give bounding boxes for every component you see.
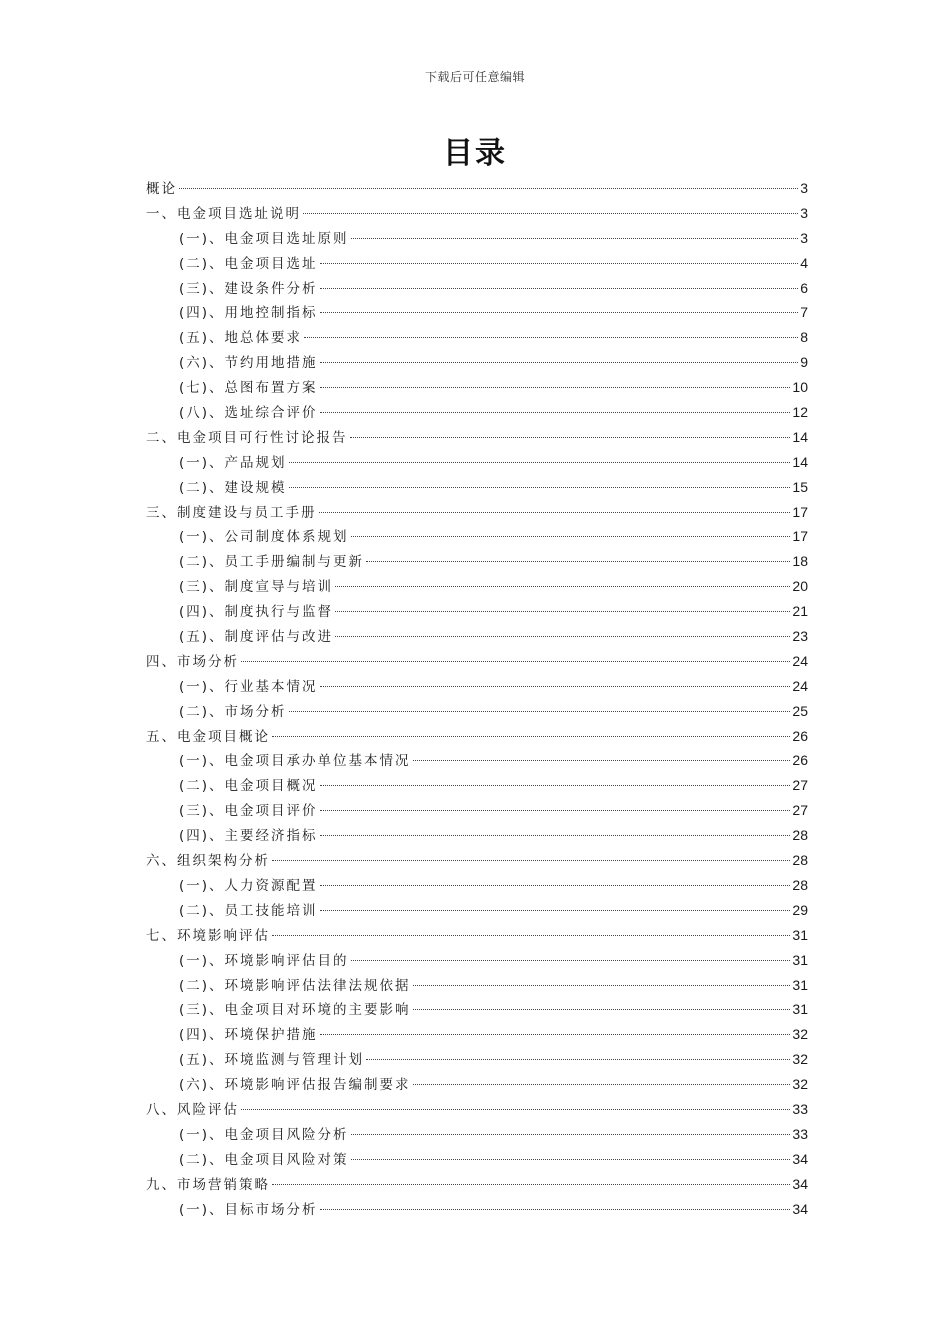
toc-entry-text: (一)、行业基本情况 bbox=[179, 678, 318, 695]
toc-page-number: 31 bbox=[792, 1001, 808, 1018]
toc-page-number: 21 bbox=[792, 603, 808, 620]
toc-page-number: 17 bbox=[792, 528, 808, 545]
toc-dot-leader bbox=[366, 561, 790, 562]
toc-entry-text: (二)、电金项目选址 bbox=[179, 255, 318, 272]
toc-dot-leader bbox=[413, 760, 791, 761]
toc-page-number: 32 bbox=[792, 1026, 808, 1043]
toc-entry-text: (四)、制度执行与监督 bbox=[179, 604, 334, 621]
toc-page-number: 10 bbox=[792, 379, 808, 396]
toc-entry-text: (一)、产品规划 bbox=[179, 454, 287, 471]
toc-section-entry[interactable] bbox=[146, 524, 808, 549]
toc-dot-leader bbox=[320, 1034, 791, 1035]
toc-section-entry[interactable] bbox=[146, 400, 808, 425]
toc-page-number: 4 bbox=[800, 254, 808, 271]
toc-dot-leader bbox=[320, 686, 791, 687]
toc-section-entry[interactable] bbox=[146, 450, 808, 475]
toc-entry-text: (二)、市场分析 bbox=[179, 703, 287, 720]
toc-dot-leader bbox=[241, 1109, 790, 1110]
toc-dot-leader bbox=[320, 412, 791, 413]
toc-page-number: 28 bbox=[792, 827, 808, 844]
toc-dot-leader bbox=[289, 711, 791, 712]
toc-page-number: 26 bbox=[792, 727, 808, 744]
toc-section-entry[interactable] bbox=[146, 624, 808, 649]
toc-dot-leader bbox=[319, 512, 791, 513]
toc-section-entry[interactable] bbox=[146, 226, 808, 251]
toc-entry-text: (四)、环境保护措施 bbox=[179, 1027, 318, 1044]
toc-page-number: 3 bbox=[800, 204, 808, 221]
toc-chapter-entry[interactable] bbox=[146, 923, 808, 948]
toc-section-entry[interactable] bbox=[146, 898, 808, 923]
toc-page-number: 14 bbox=[792, 453, 808, 470]
toc-dot-leader bbox=[320, 362, 799, 363]
toc-entry-text: (二)、环境影响评估法律法规依据 bbox=[179, 977, 411, 994]
toc-page-number: 34 bbox=[792, 1175, 808, 1192]
toc-dot-leader bbox=[320, 785, 791, 786]
toc-page-number: 7 bbox=[800, 304, 808, 321]
toc-dot-leader bbox=[320, 885, 791, 886]
toc-section-entry[interactable] bbox=[146, 375, 808, 400]
toc-dot-leader bbox=[351, 536, 791, 537]
toc-page-number: 32 bbox=[792, 1051, 808, 1068]
toc-page-number: 28 bbox=[792, 876, 808, 893]
toc-page-number: 15 bbox=[792, 478, 808, 495]
toc-dot-leader bbox=[351, 1134, 791, 1135]
toc-section-entry[interactable] bbox=[146, 973, 808, 998]
toc-section-entry[interactable] bbox=[146, 251, 808, 276]
toc-page-number: 24 bbox=[792, 677, 808, 694]
toc-section-entry[interactable] bbox=[146, 1072, 808, 1097]
toc-entry-text: 五、电金项目概论 bbox=[146, 728, 270, 745]
toc-section-entry[interactable] bbox=[146, 1047, 808, 1072]
toc-entry-text: (二)、建设规模 bbox=[179, 479, 287, 496]
toc-section-entry[interactable] bbox=[146, 276, 808, 301]
toc-page-number: 27 bbox=[792, 802, 808, 819]
toc-entry-text: 六、组织架构分析 bbox=[146, 853, 270, 870]
toc-page-number: 14 bbox=[792, 428, 808, 445]
toc-dot-leader bbox=[320, 312, 799, 313]
toc-entry-text: 一、电金项目选址说明 bbox=[146, 205, 301, 222]
toc-section-entry[interactable] bbox=[146, 1022, 808, 1047]
toc-entry-text: (六)、环境影响评估报告编制要求 bbox=[179, 1077, 411, 1094]
toc-chapter-entry[interactable] bbox=[146, 1097, 808, 1122]
toc-dot-leader bbox=[304, 337, 798, 338]
toc-dot-leader bbox=[335, 586, 790, 587]
toc-page-number: 6 bbox=[800, 279, 808, 296]
toc-chapter-entry[interactable] bbox=[146, 1172, 808, 1197]
toc-dot-leader bbox=[272, 736, 790, 737]
toc-section-entry[interactable] bbox=[146, 350, 808, 375]
toc-entry-text: (一)、环境影响评估目的 bbox=[179, 952, 349, 969]
toc-section-entry[interactable] bbox=[146, 325, 808, 350]
toc-chapter-entry[interactable] bbox=[146, 500, 808, 525]
toc-page-number: 20 bbox=[792, 578, 808, 595]
toc-section-entry[interactable] bbox=[146, 674, 808, 699]
toc-entry-text: (一)、公司制度体系规划 bbox=[179, 529, 349, 546]
toc-dot-leader bbox=[289, 462, 791, 463]
toc-entry-text: (二)、电金项目风险对策 bbox=[179, 1151, 349, 1168]
page-title: 目录 bbox=[443, 136, 507, 171]
toc-section-entry[interactable] bbox=[146, 549, 808, 574]
toc-page-number: 24 bbox=[792, 652, 808, 669]
toc-entry-text: (一)、电金项目承办单位基本情况 bbox=[179, 753, 411, 770]
toc-page-number: 34 bbox=[792, 1200, 808, 1217]
toc-dot-leader bbox=[289, 487, 791, 488]
toc-section-entry[interactable] bbox=[146, 599, 808, 624]
toc-entry-text: (三)、电金项目评价 bbox=[179, 803, 318, 820]
toc-dot-leader bbox=[413, 1084, 791, 1085]
toc-dot-leader bbox=[320, 1209, 791, 1210]
toc-entry-text: (五)、环境监测与管理计划 bbox=[179, 1052, 365, 1069]
toc-page-number: 9 bbox=[800, 354, 808, 371]
toc-entry-text: (三)、电金项目对环境的主要影响 bbox=[179, 1002, 411, 1019]
toc-entry-text: (二)、员工手册编制与更新 bbox=[179, 554, 365, 571]
toc-entry-text: (四)、主要经济指标 bbox=[179, 828, 318, 845]
toc-entry-text: 二、电金项目可行性讨论报告 bbox=[146, 429, 348, 446]
toc-dot-leader bbox=[320, 263, 799, 264]
toc-dot-leader bbox=[351, 1159, 791, 1160]
toc-page-number: 27 bbox=[792, 777, 808, 794]
toc-section-entry[interactable] bbox=[146, 699, 808, 724]
toc-dot-leader bbox=[350, 437, 791, 438]
toc-page-number: 31 bbox=[792, 926, 808, 943]
toc-entry-text: 三、制度建设与员工手册 bbox=[146, 504, 317, 521]
toc-section-entry[interactable] bbox=[146, 1122, 808, 1147]
toc-section-entry[interactable] bbox=[146, 798, 808, 823]
toc-dot-leader bbox=[366, 1059, 790, 1060]
toc-section-entry[interactable] bbox=[146, 1197, 808, 1222]
toc-page-number: 29 bbox=[792, 901, 808, 918]
toc-chapter-entry[interactable] bbox=[146, 176, 808, 201]
toc-page-number: 33 bbox=[792, 1100, 808, 1117]
toc-dot-leader bbox=[351, 238, 799, 239]
header-note: 下载后可任意编辑 bbox=[424, 70, 525, 84]
toc-dot-leader bbox=[320, 387, 791, 388]
toc-dot-leader bbox=[320, 810, 791, 811]
toc-entry-text: (二)、员工技能培训 bbox=[179, 902, 318, 919]
toc-entry-text: (三)、制度宣导与培训 bbox=[179, 579, 334, 596]
toc-page-number: 34 bbox=[792, 1150, 808, 1167]
table-of-contents bbox=[146, 176, 808, 1221]
toc-page-number: 28 bbox=[792, 852, 808, 869]
toc-entry-text: 八、风险评估 bbox=[146, 1101, 239, 1118]
toc-entry-text: (三)、建设条件分析 bbox=[179, 280, 318, 297]
toc-page-number: 25 bbox=[792, 702, 808, 719]
toc-entry-text: (七)、总图布置方案 bbox=[179, 380, 318, 397]
toc-dot-leader bbox=[320, 835, 791, 836]
toc-entry-text: (四)、用地控制指标 bbox=[179, 305, 318, 322]
toc-dot-leader bbox=[335, 636, 790, 637]
toc-section-entry[interactable] bbox=[146, 997, 808, 1022]
toc-page-number: 3 bbox=[800, 180, 808, 196]
toc-dot-leader bbox=[335, 611, 790, 612]
toc-page-number: 18 bbox=[792, 553, 808, 570]
toc-page-number: 12 bbox=[792, 404, 808, 421]
toc-chapter-entry[interactable] bbox=[146, 649, 808, 674]
toc-entry-text: (一)、电金项目选址原则 bbox=[179, 230, 349, 247]
toc-dot-leader bbox=[272, 1184, 790, 1185]
toc-section-entry[interactable] bbox=[146, 823, 808, 848]
toc-section-entry[interactable] bbox=[146, 574, 808, 599]
toc-chapter-entry[interactable] bbox=[146, 201, 808, 226]
toc-entry-text: 四、市场分析 bbox=[146, 653, 239, 670]
toc-entry-text: (一)、电金项目风险分析 bbox=[179, 1126, 349, 1143]
toc-dot-leader bbox=[272, 935, 790, 936]
toc-entry-text: (一)、人力资源配置 bbox=[179, 877, 318, 894]
toc-entry-text: 九、市场营销策略 bbox=[146, 1176, 270, 1193]
toc-dot-leader bbox=[320, 288, 799, 289]
toc-dot-leader bbox=[351, 960, 791, 961]
toc-page-number: 31 bbox=[792, 951, 808, 968]
toc-entry-text: (五)、地总体要求 bbox=[179, 330, 303, 347]
toc-section-entry[interactable] bbox=[146, 1147, 808, 1172]
toc-section-entry[interactable] bbox=[146, 773, 808, 798]
toc-entry-text: 七、环境影响评估 bbox=[146, 927, 270, 944]
toc-section-entry[interactable] bbox=[146, 475, 808, 500]
toc-page-number: 31 bbox=[792, 976, 808, 993]
toc-section-entry[interactable] bbox=[146, 300, 808, 325]
toc-entry-text: (二)、电金项目概况 bbox=[179, 778, 318, 795]
toc-dot-leader bbox=[413, 1009, 791, 1010]
toc-entry-text: 概论 bbox=[146, 181, 177, 197]
toc-page-number: 32 bbox=[792, 1076, 808, 1093]
toc-section-entry[interactable] bbox=[146, 748, 808, 773]
toc-page-number: 23 bbox=[792, 628, 808, 645]
toc-chapter-entry[interactable] bbox=[146, 724, 808, 749]
toc-dot-leader bbox=[272, 860, 790, 861]
toc-entry-text: (八)、选址综合评价 bbox=[179, 405, 318, 422]
toc-page-number: 8 bbox=[800, 329, 808, 346]
toc-chapter-entry[interactable] bbox=[146, 848, 808, 873]
toc-dot-leader bbox=[303, 213, 798, 214]
toc-entry-text: (五)、制度评估与改进 bbox=[179, 629, 334, 646]
toc-chapter-entry[interactable] bbox=[146, 425, 808, 450]
toc-section-entry[interactable] bbox=[146, 948, 808, 973]
toc-page-number: 3 bbox=[800, 229, 808, 246]
toc-entry-text: (一)、目标市场分析 bbox=[179, 1201, 318, 1218]
toc-page-number: 26 bbox=[792, 752, 808, 769]
toc-dot-leader bbox=[413, 985, 791, 986]
toc-dot-leader bbox=[241, 661, 790, 662]
toc-dot-leader bbox=[179, 188, 798, 189]
toc-entry-text: (六)、节约用地措施 bbox=[179, 355, 318, 372]
toc-section-entry[interactable] bbox=[146, 873, 808, 898]
toc-dot-leader bbox=[320, 910, 791, 911]
toc-page-number: 17 bbox=[792, 503, 808, 520]
toc-page-number: 33 bbox=[792, 1125, 808, 1142]
